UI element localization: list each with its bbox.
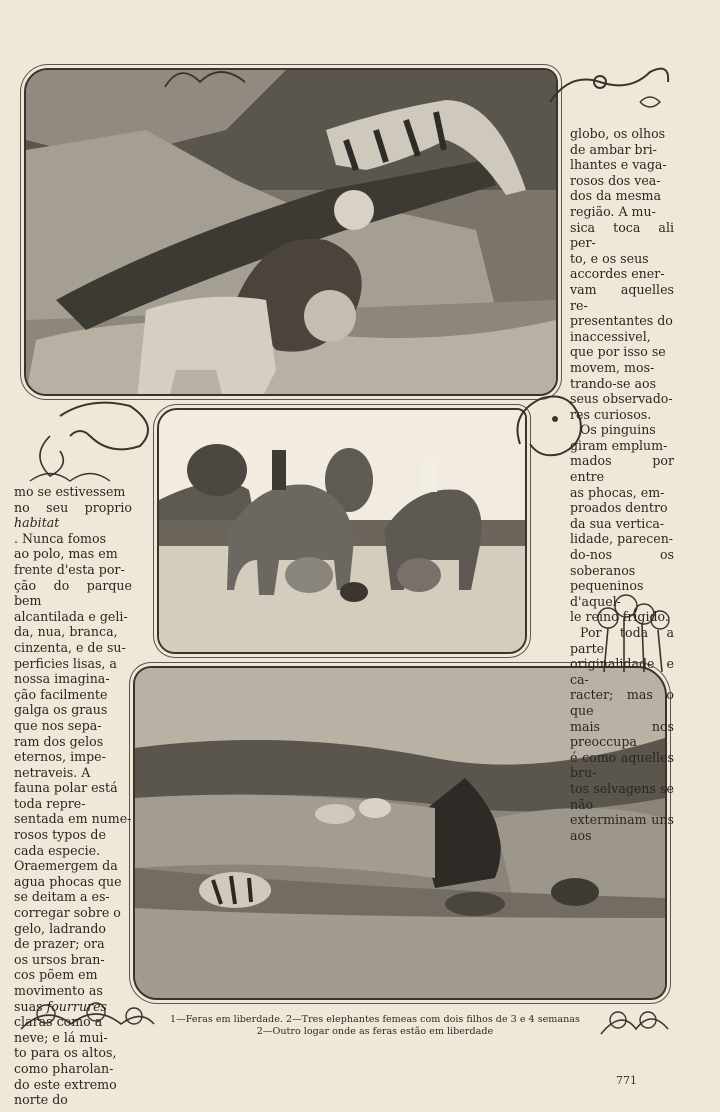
text-line: exterminam uns aos [570, 812, 674, 843]
text-line: que nos sepa- [14, 717, 102, 733]
text-line: corregar sobre o [14, 905, 121, 921]
text-line: mo se estivessem [14, 484, 126, 499]
text-line: pequeninos d'aquel- [570, 578, 644, 609]
text-line: globo, os olhos [570, 126, 666, 141]
text-line: é como aquelles bru- [570, 749, 674, 781]
text-line: ram dos gelos [14, 733, 104, 749]
left-text-column [14, 484, 132, 1108]
flourish-ornament-top-right [540, 62, 680, 132]
text-line: alcantilada e geli- [14, 608, 128, 624]
text-line: proados dentro [570, 500, 668, 516]
photo-tiger-and-lion [24, 68, 558, 396]
text-line: presentantes do [570, 313, 673, 329]
page-number: 771 [616, 1074, 637, 1087]
text-line: neve; e lá mui- [14, 1029, 108, 1045]
text-line: se deitam a es- [14, 889, 110, 905]
text-line: ção facilmente [14, 686, 108, 702]
text-line: da sua vertica- [570, 515, 665, 531]
text-line: movimento as [14, 983, 103, 998]
text-line: rosos dos vea- [570, 172, 661, 188]
caption-line-1: 1—Feras em liberdade. 2—Tres elephantes femeas com dois filhos de 3 e 4 semanas [170, 1014, 580, 1025]
text-line: norte do [14, 1092, 68, 1108]
text-line: racter; mas o que [570, 687, 674, 718]
text-line: fauna polar está [14, 780, 118, 796]
text-line: sentada em nume- [14, 811, 132, 827]
text-line: cada especie. [14, 842, 101, 858]
text-line: do-nos os soberanos [570, 547, 674, 578]
text-line: galga os graus [14, 702, 108, 718]
text-line: frente d'esta por- [14, 561, 125, 577]
text-line: sica toca ali per- [570, 219, 674, 251]
text-line: Por toda a parte [570, 625, 674, 656]
text-line: os ursos bran- [14, 951, 105, 967]
text-line: mais nos preoccupa [570, 718, 674, 750]
text-line: claras como a [14, 1014, 103, 1030]
text-line: res curiosos. [570, 406, 652, 422]
elephant-head-ornament [20, 396, 160, 486]
text-line: lhantes e vaga- [570, 157, 667, 173]
text-line: nossa imagina- [14, 671, 110, 687]
text-line: . Nunca fomos [14, 530, 107, 546]
text-line: giram emplum- [570, 437, 668, 453]
text-line: lidade, parecen- [570, 531, 674, 547]
text-line: Os pinguins [580, 422, 656, 438]
text-line: que por isso se [570, 344, 666, 360]
text-line: como pharolan- [14, 1060, 114, 1076]
text-line: to, e os seus [570, 250, 649, 266]
text-line: ao polo, mas em [14, 546, 118, 562]
text-line: netraveis. A [14, 764, 91, 780]
text-line-italic: fourrures [46, 998, 108, 1014]
flourish-ornament-top [160, 62, 250, 92]
text-line: da, nua, branca, [14, 624, 118, 640]
text-line: de prazer; ora [14, 936, 105, 952]
text-line: movem, mos- [570, 359, 655, 375]
text-line: inaccessivel, [570, 328, 651, 344]
text-line: dos da mesma [570, 188, 661, 204]
text-line: agua phocas que [14, 873, 122, 889]
photo-elephants [157, 408, 527, 654]
photo-caption [150, 1014, 600, 1037]
text-line: vam aquelles re- [570, 281, 674, 313]
text-line-italic: habitat [14, 515, 60, 531]
floral-ornament-bottom-right [596, 994, 672, 1050]
text-line: de ambar bri- [570, 141, 657, 157]
caption-line-2: 2—Outro logar onde as feras estão em liberdade [256, 1025, 494, 1037]
text-line: perficies lisas, a [14, 655, 117, 671]
text-line: do este extremo [14, 1076, 117, 1092]
text-line: to para os altos, [14, 1045, 117, 1061]
text-line: originalidade e ca- [570, 656, 674, 687]
text-line: eternos, impe- [14, 749, 106, 765]
text-line: cinzenta, e de su- [14, 639, 126, 655]
text-line: cos põem em [14, 967, 98, 983]
text-line: ção do parque bem [14, 577, 132, 609]
text-line: suas [14, 998, 43, 1014]
text-line: gelo, ladrando [14, 920, 107, 936]
text-line: accordes ener- [570, 266, 665, 282]
right-text-column [570, 126, 674, 843]
text-line: le reino frigido. [570, 609, 669, 625]
text-line: região. A mu- [570, 203, 656, 219]
text-line: mados por entre [570, 453, 674, 485]
text-line: tos selvagens se não [570, 780, 674, 812]
text-line: no seu proprio [14, 499, 132, 515]
text-line: rosos typos de [14, 827, 106, 843]
text-line: as phocas, em- [570, 484, 665, 500]
text-line: Oraemergem da [14, 858, 118, 874]
text-line: toda repre- [14, 795, 86, 811]
text-line: trando-se aos [570, 375, 657, 391]
text-line: seus observado- [570, 391, 673, 407]
